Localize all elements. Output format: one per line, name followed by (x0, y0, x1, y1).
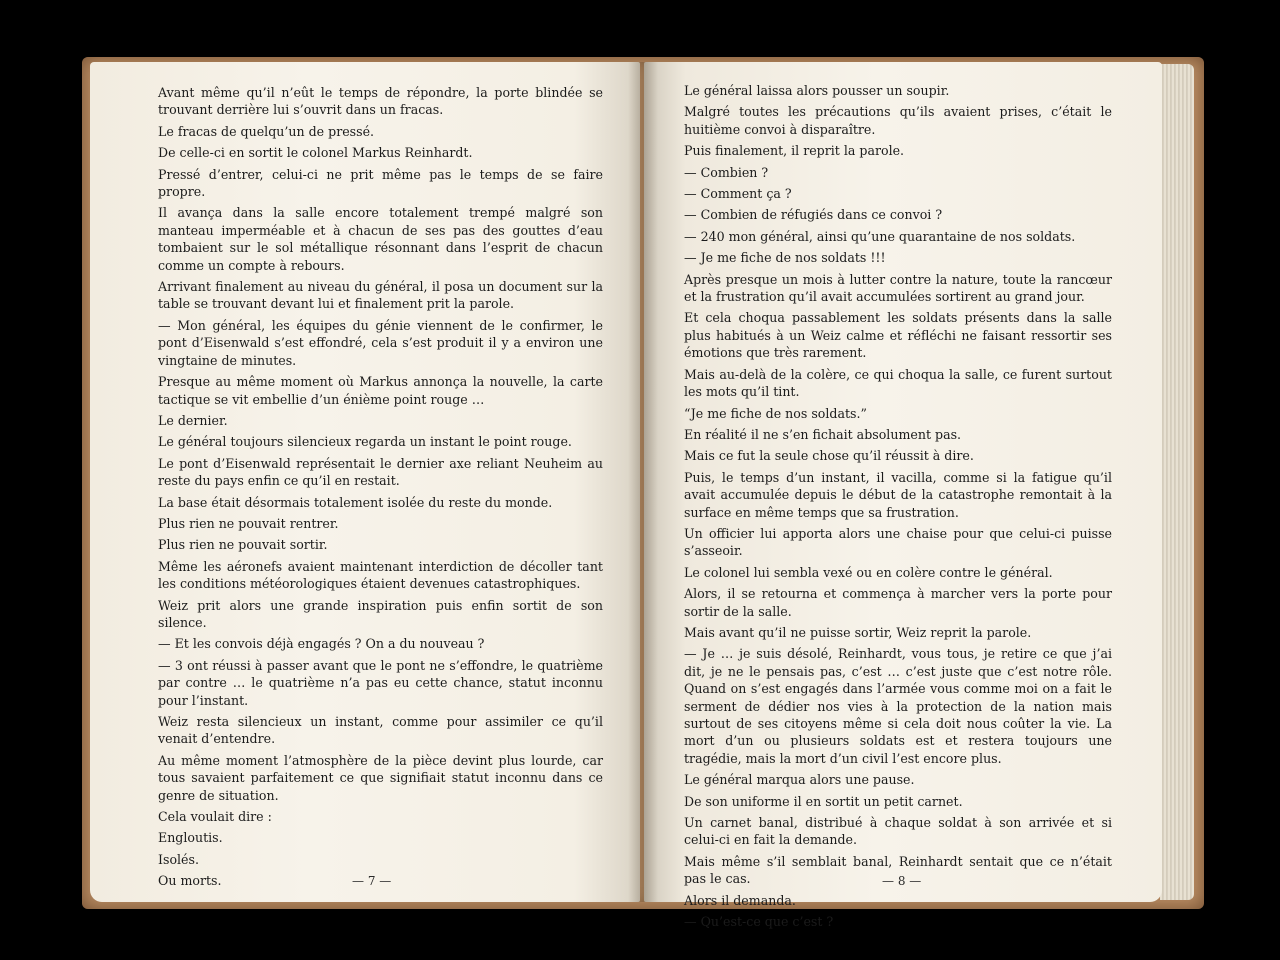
paragraph: Engloutis. (158, 830, 223, 846)
paragraph: — Qu’est-ce que c’est ? (684, 914, 834, 930)
paragraph: Mais au-delà de la colère, ce qui choqua la salle, ce furent surtout les mots qu’il tint. (684, 366, 1112, 400)
paragraph: En réalité il ne s’en fichait absolument pas. (684, 426, 962, 442)
paragraph: — Je me fiche de nos soldats !!! (684, 250, 886, 266)
paragraph: Mais même s’il semblait banal, Reinhardt sentait que ce n’était pas le cas. (684, 853, 1112, 887)
paragraph: Le dernier. (158, 412, 228, 428)
paragraph: — Comment ça ? (684, 186, 792, 202)
paragraph: Weiz resta silencieux un instant, comme pour assimiler ce qu’il venait d’entendre. (158, 714, 603, 747)
paragraph: Ou morts. (158, 873, 222, 889)
paragraph: Plus rien ne pouvait sortir. (158, 537, 328, 553)
paragraph: “Je me fiche de nos soldats.” (684, 405, 867, 421)
paragraph: Au même moment l’atmosphère de la pièce devint plus lourde, car tous savaient parfaitement ce que signifiait statut inconnu dans ce genre de situation. (158, 752, 603, 803)
paragraph: Presque au même moment où Markus annonça la nouvelle, la carte tactique se vit embellie d’un énième point rouge … (158, 374, 603, 407)
paragraph: Mais avant qu’il ne puisse sortir, Weiz reprit la parole. (684, 624, 1032, 640)
paragraph: Weiz prit alors une grande inspiration puis enfin sortit de son silence. (158, 597, 603, 630)
paragraph: — Et les convois déjà engagés ? On a du nouveau ? (158, 636, 485, 652)
paragraph: — Je … je suis désolé, Reinhardt, vous tous, je retire ce que j’ai dit, je ne le pensais pas, c’est … c’est juste que c’est notre rôle. Quand on s’est engagés dans l’armée vous comme moi on a fait le serment de dédier nos vies à la protection de la nation mais surtout de ses citoyens même si cela doit nous coûter la vie. La mort d’un ou plusieurs soldats est et restera toujours une tragédie, mais la mort d’un civil l’est encore plus. (684, 646, 1112, 766)
paragraph: Un officier lui apporta alors une chaise pour que celui-ci puisse s’asseoir. (684, 525, 1112, 559)
paragraph: Plus rien ne pouvait rentrer. (158, 515, 339, 531)
paragraph: Le général laissa alors pousser un soupir. (684, 83, 950, 98)
right-page (644, 62, 1162, 930)
paragraph: Et cela choqua passablement les soldats présents dans la salle plus habitués à un Weiz calme et réfléchi ne faisant ressortir ses émotions que très rarement. (684, 310, 1112, 361)
paragraph: Puis, le temps d’un instant, il vacilla, comme si la fatigue qu’il avait accumulée depuis le début de la catastrophe remontait à la surface en même temps que sa frustration. (684, 469, 1112, 520)
paragraph: De celle-ci en sortit le colonel Markus Reinhardt. (158, 145, 473, 161)
paragraph: — 3 ont réussi à passer avant que le pont ne s’effondre, le quatrième par contre … le quatrième n’a pas eu cette chance, statut inconnu pour l’instant. (158, 657, 603, 708)
paragraph: Isolés. (158, 851, 199, 867)
paragraph: Même les aéronefs avaient maintenant interdiction de décoller tant les conditions météorologiques étaient devenues catastrophiques. (158, 558, 603, 592)
paragraph: Le pont d’Eisenwald représentait le dernier axe reliant Neuheim au reste du pays enfin ce qu’il en restait. (158, 455, 603, 489)
paragraph: — Combien de réfugiés dans ce convoi ? (684, 207, 943, 223)
paragraph: Arrivant finalement au niveau du général, il posa un document sur la table se trouvant devant lui et finalement prit la parole. (158, 279, 603, 312)
page-number: — 8 — (882, 874, 922, 888)
paragraph: Puis finalement, il reprit la parole. (684, 143, 905, 159)
paragraph: Malgré toutes les précautions qu’ils avaient prises, c’était le huitième convoi à disparaître. (684, 104, 1112, 137)
paragraph: Cela voulait dire : (158, 809, 272, 825)
page-edges (1160, 64, 1194, 900)
paragraph: Alors, il se retourna et commença à marcher vers la porte pour sortir de la salle. (684, 586, 1112, 619)
paragraph: — Mon général, les équipes du génie viennent de le confirmer, le pont d’Eisenwald s’est effondré, cela s’est produit il y a environ une vingtaine de minutes. (158, 317, 603, 368)
paragraph: Pressé d’entrer, celui-ci ne prit même pas le temps de se faire propre. (158, 166, 603, 200)
paragraph: Un carnet banal, distribué à chaque soldat à son arrivée et si celui-ci en fait la demande. (684, 815, 1112, 848)
paragraph: — 240 mon général, ainsi qu’une quarantaine de nos soldats. (684, 228, 1076, 244)
paragraph: Il avança dans la salle encore totalement trempé malgré son manteau imperméable et à chacun de ses pas des gouttes d’eau tombaient sur le sol métallique résonnant dans l’esprit de chacun comme un compte à rebours. (158, 205, 603, 273)
paragraph: La base était désormais totalement isolée du reste du monde. (158, 494, 553, 510)
book-spine-shadow (628, 62, 658, 902)
paragraph: Après presque un mois à lutter contre la nature, toute la rancœur et la frustration qu’il avait accumulées sortirent au grand jour. (684, 271, 1112, 305)
page-number: — 7 — (352, 874, 392, 888)
paragraph: De son uniforme il en sortit un petit carnet. (684, 793, 963, 809)
paragraph: Le fracas de quelqu’un de pressé. (158, 123, 375, 139)
paragraph: Le général marqua alors une pause. (684, 772, 915, 788)
paragraph: — Combien ? (684, 164, 769, 180)
paragraph: Le colonel lui sembla vexé ou en colère contre le général. (684, 564, 1053, 580)
left-page (90, 62, 640, 902)
paragraph: Avant même qu’il n’eût le temps de répondre, la porte blindée se trouvant derrière lui s’ouvrit dans un fracas. (158, 85, 603, 118)
paragraph: Alors il demanda. (684, 892, 796, 908)
left-page-text (158, 84, 603, 894)
paragraph: Mais ce fut la seule chose qu’il réussit à dire. (684, 448, 974, 464)
paragraph: Le général toujours silencieux regarda un instant le point rouge. (158, 434, 572, 450)
right-page-text (684, 82, 1112, 934)
